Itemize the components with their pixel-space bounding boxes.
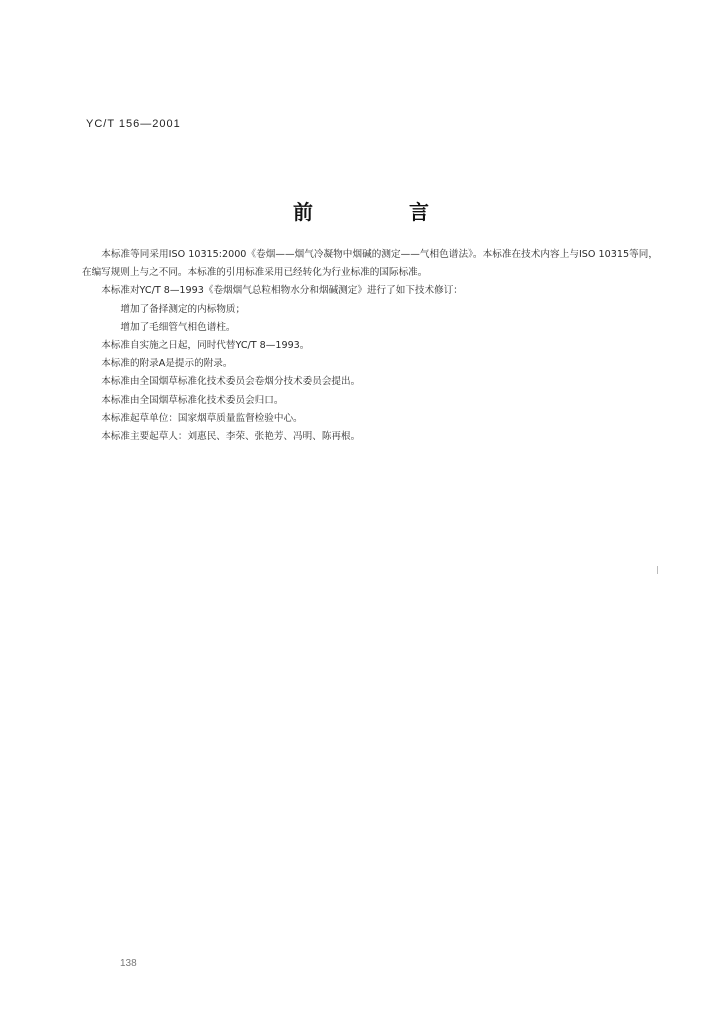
paragraph-appendix: 本标准的附录A是提示的附录。 — [101, 358, 233, 370]
paragraph-revision-item-1: 增加了备择测定的内标物质； — [120, 303, 246, 315]
paragraph-replacement: 本标准自实施之日起，同时代替YC/T 8—1993。 — [101, 340, 310, 352]
paragraph-revision-intro: 本标准对YC/T 8—1993《卷烟烟气总粒相物水分和烟碱测定》进行了如下技术修订： — [101, 285, 463, 297]
paragraph-drafters: 本标准主要起草人：刘惠民、李荣、张艳芳、冯明、陈再根。 — [101, 431, 361, 443]
page-number: 138 — [120, 958, 137, 969]
paragraph-proposed-by: 本标准由全国烟草标准化技术委员会卷烟分技术委员会提出。 — [101, 376, 361, 388]
standard-code-header: YC/T 156—2001 — [86, 118, 181, 130]
foreword-body — [82, 246, 658, 446]
paragraph-revision-item-2: 增加了毛细管气相色谱柱。 — [120, 321, 236, 333]
paragraph-drafting-unit: 本标准起草单位：国家烟草质量监督检验中心。 — [101, 412, 303, 424]
page-title: 前 言 — [293, 200, 467, 224]
paragraph-centralized-by: 本标准由全国烟草标准化技术委员会归口。 — [101, 394, 284, 406]
paragraph-adoption: 本标准等同采用ISO 10315:2000《卷烟——烟气冷凝物中烟碱的测定——气相色谱法》。本标准在技术内容上与ISO 10315等同，在编写规则上与之不同。本标准的引用标准采用已经转化为行业标准的国际标准。 — [82, 249, 658, 279]
margin-mark — [657, 566, 658, 574]
